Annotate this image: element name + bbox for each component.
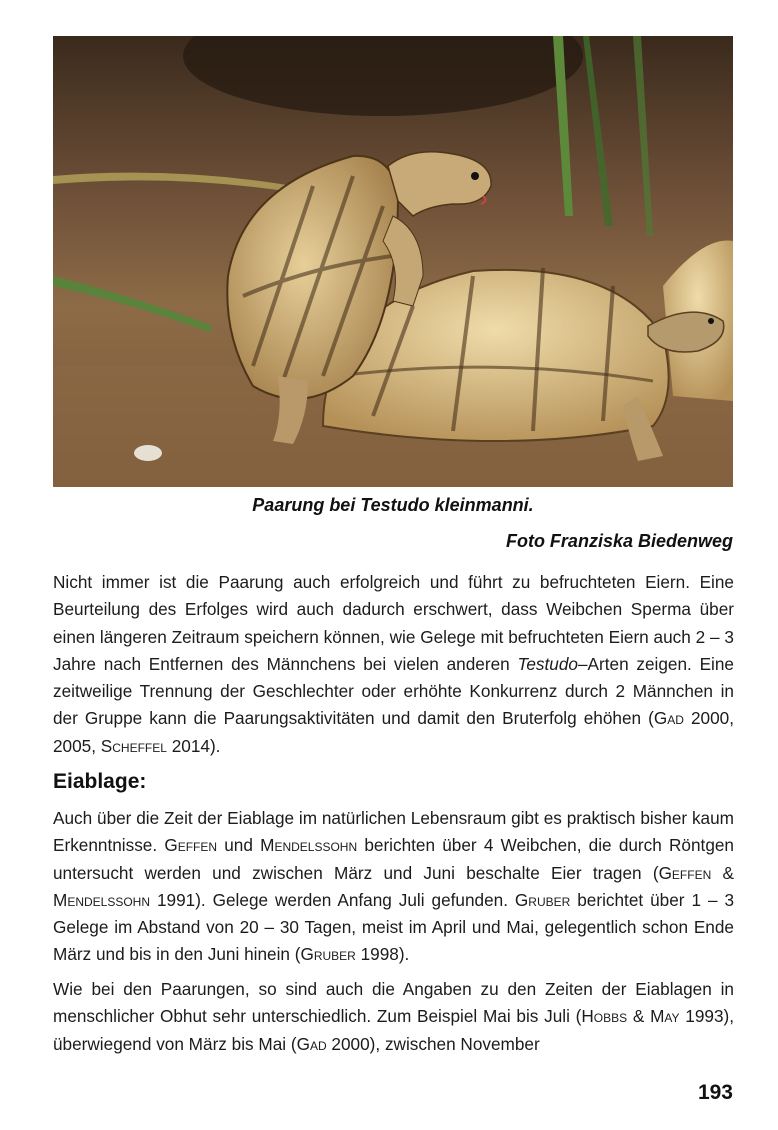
author-name: Mendelssohn <box>260 835 358 856</box>
text: 1998). <box>355 944 410 965</box>
tortoise-photo-illustration <box>53 36 733 487</box>
text: 2000), zwischen November <box>326 1033 540 1054</box>
caption-prefix: Paarung bei <box>252 495 361 515</box>
text: 1991). Gelege werden Anfang Juli gefunden. <box>150 889 515 910</box>
paragraph-egg-laying-captivity <box>53 976 734 1058</box>
text: 2014). <box>166 735 221 756</box>
text: berichten über 4 Weibchen, die durch Röntgen untersucht werden und zwischen März und Juni beschalte Eier tragen ( <box>53 835 734 883</box>
author-name: Hobbs <box>581 1006 628 1027</box>
genus-name: Testudo <box>517 653 578 674</box>
photo-caption <box>53 494 733 516</box>
tortoise-photo <box>53 36 733 487</box>
author-name: Mendelssohn <box>53 889 151 910</box>
caption-species: Testudo kleinmanni. <box>360 495 534 515</box>
text: berichtet über 1 – 3 Gelege im Abstand von 20 – 30 Tagen, meist im April und Mai, gelegentlich schon Ende März und bis in den Juni hinein ( <box>53 889 735 965</box>
author-name: Gad <box>653 708 684 729</box>
author-name: Gruber <box>514 889 571 910</box>
author-name: May <box>650 1006 680 1027</box>
author-name: Scheffel <box>100 735 167 756</box>
author-name: Geffen <box>164 835 218 856</box>
text: –Arten zeigen. Eine zeitweilige Trennung der Geschlechter oder erhöhte Konkurrenz durch 2 Männchen in der Gruppe kann die Paarungsaktivitäten und damit den Bruterfolg ehöhen ( <box>53 653 734 729</box>
author-name: Geffen <box>658 862 712 883</box>
page-number: 193 <box>697 1081 733 1104</box>
text: 1993), überwiegend von März bis Mai ( <box>53 1006 735 1054</box>
paragraph-egg-laying-wild <box>53 805 734 969</box>
text: Auch über die Zeit der Eiablage im natürlichen Lebensraum gibt es praktisch bisher kaum Erkenntnisse. <box>53 808 734 856</box>
text: 2000, 2005, <box>53 708 734 756</box>
text: und <box>217 835 261 856</box>
author-name: Gad <box>296 1033 327 1054</box>
author-name: Gruber <box>300 944 356 965</box>
photo-credit: Foto Franziska Biedenweg <box>505 531 733 551</box>
text: & <box>711 862 734 883</box>
text: & <box>627 1006 651 1027</box>
paragraph-mating <box>53 569 734 760</box>
text: Wie bei den Paarungen, so sind auch die Angaben zu den Zeiten der Eiablagen in menschlicher Obhut sehr unterschiedlich. Zum Beispiel Mai bis Juli ( <box>53 979 734 1027</box>
section-heading: Eiablage: <box>53 770 147 793</box>
text: Nicht immer ist die Paarung auch erfolgreich und führt zu befruchteten Eiern. Eine Beurteilung des Erfolges wird auch dadurch erschwert, dass Weibchen Sperma über einen längeren Zeitraum speichern können, wie Gelege mit befruchteten Eiern auch 2 – 3 Jahre nach Entfernen des Männchens bei vielen anderen <box>53 572 734 674</box>
